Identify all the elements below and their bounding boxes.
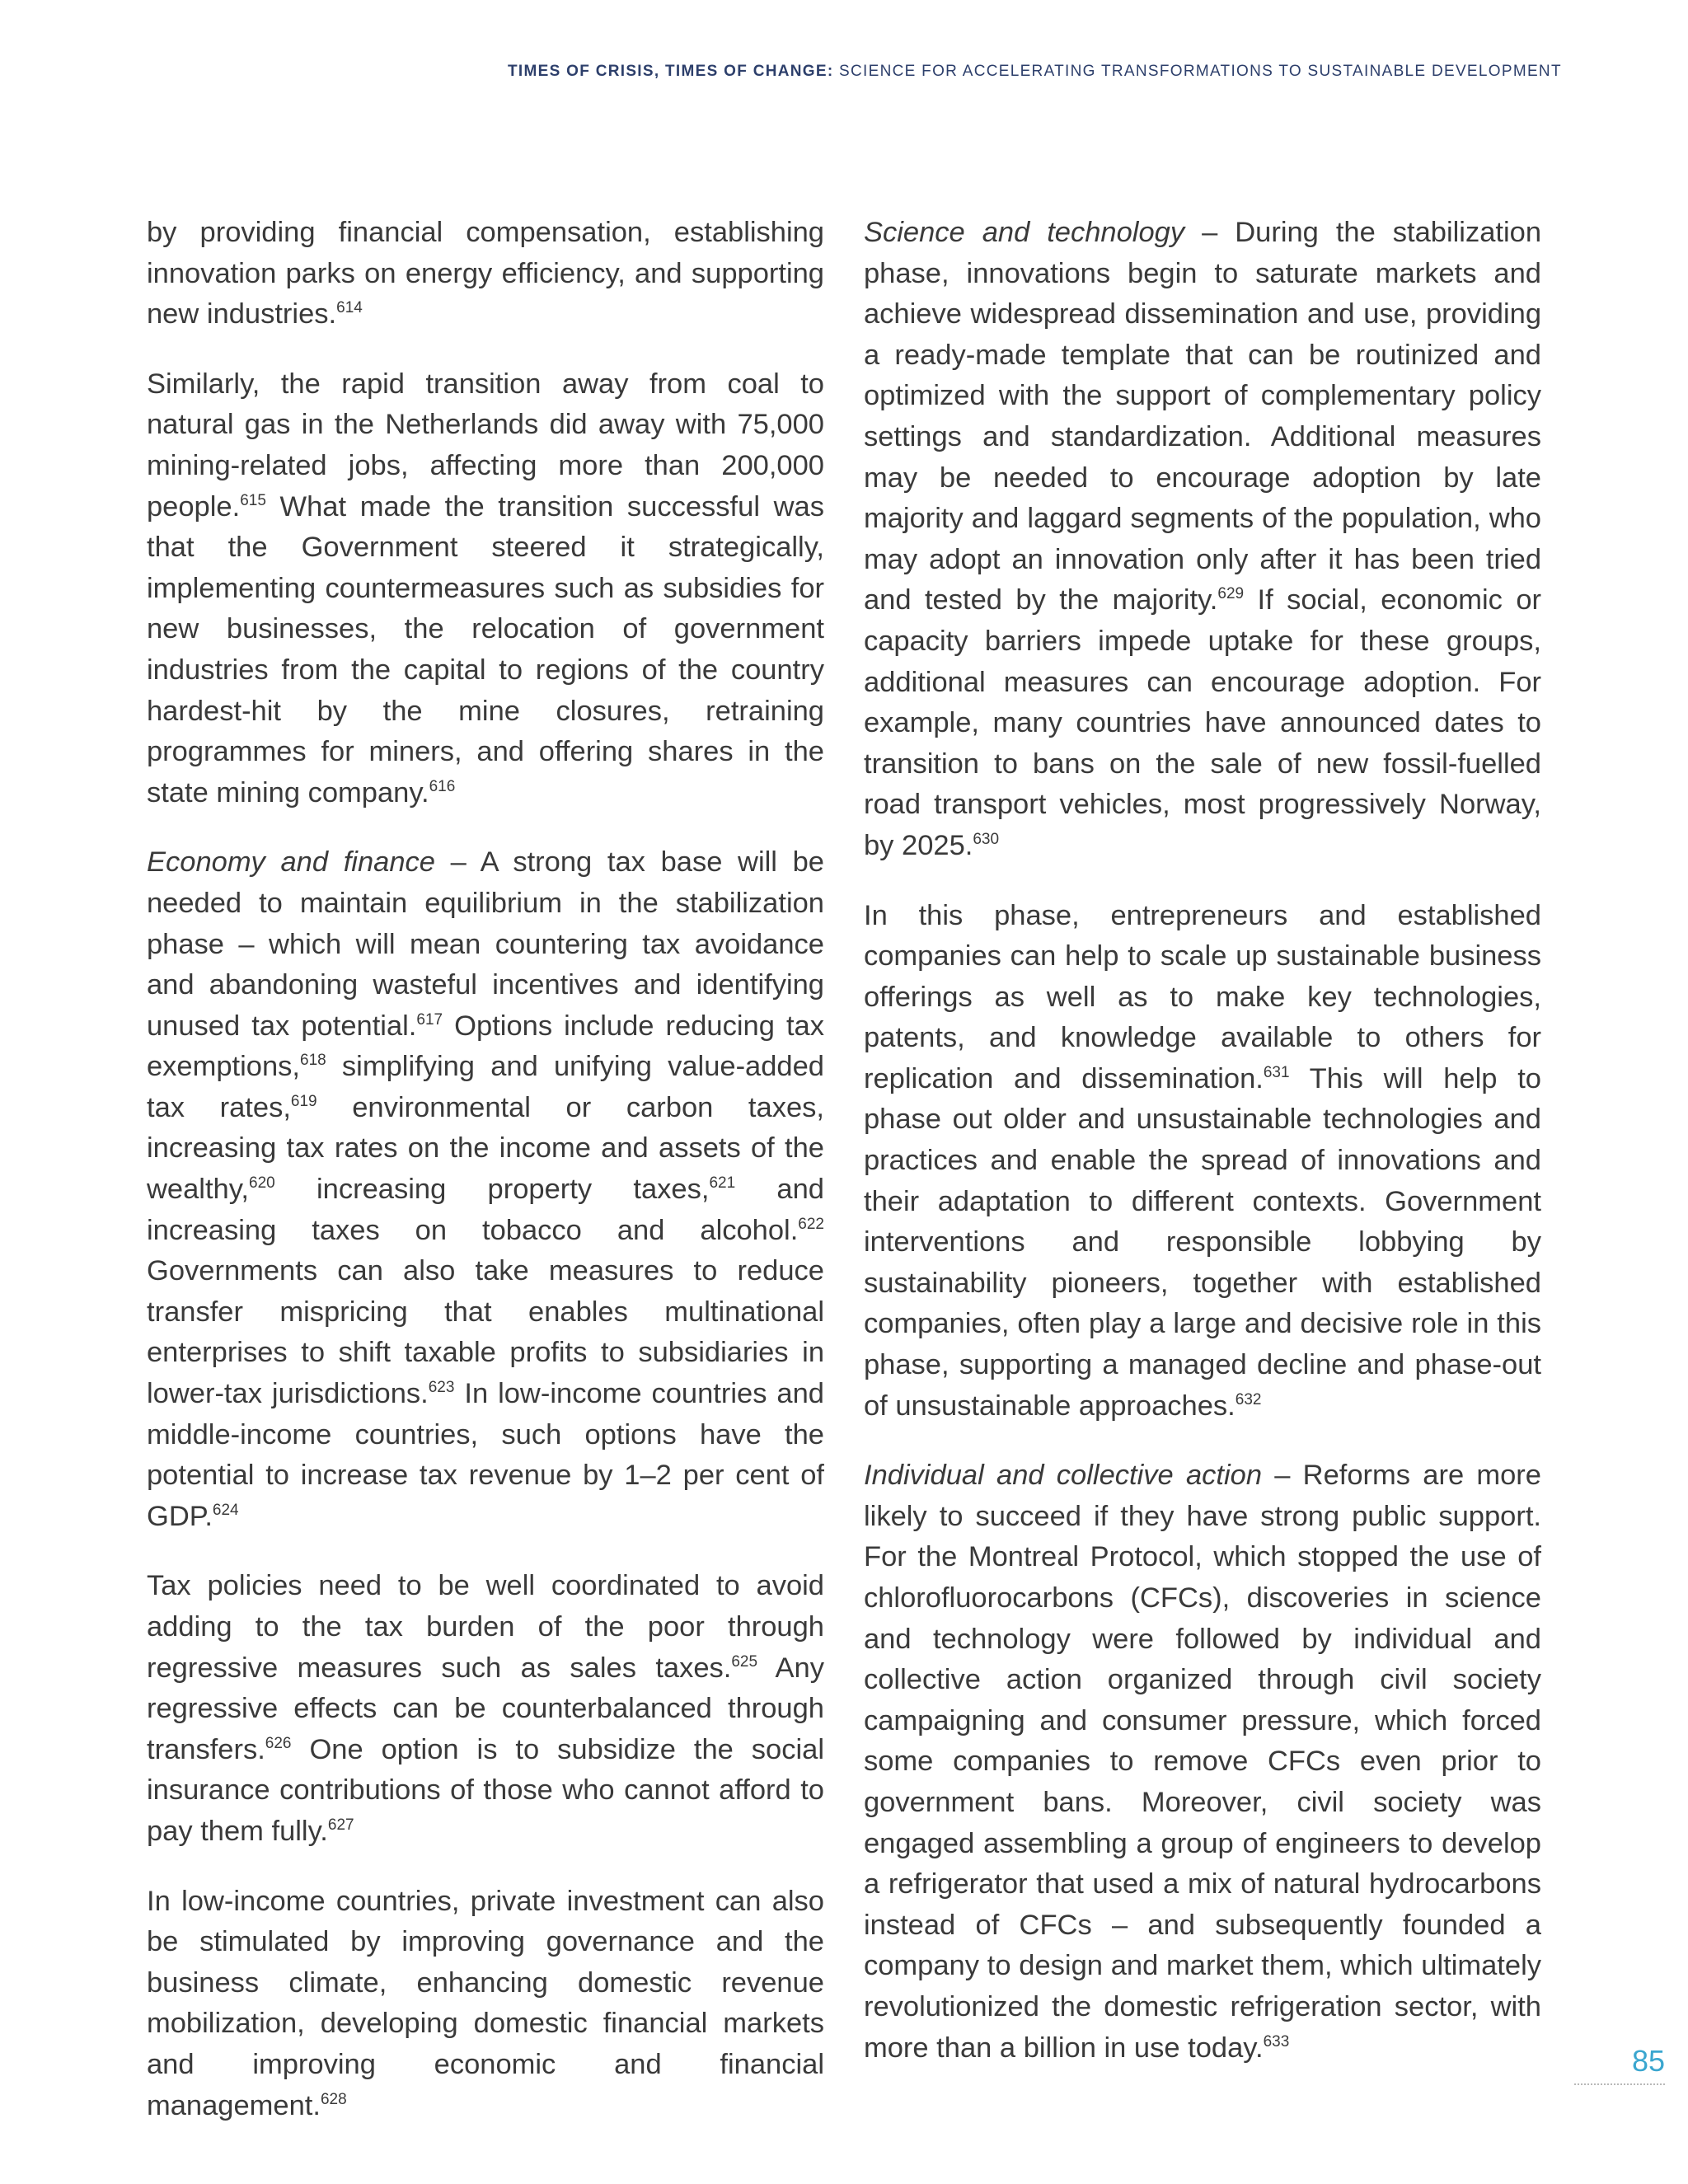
paragraph: Tax policies need to be well coordinated to avoid adding to the tax burden of the poor through regressive measures such as sales taxes.$^{625}$ Any regressive effects can be counterbalanced through transfers.$^{626}$ One option is to subsidize the social insurance contributions of those who cannot afford to pay them fully.$^{627}$ [147, 1570, 824, 1847]
paragraph: by providing financial compensation, establishing innovation parks on energy efficiency, and supporting new industries.$^{614}$ [147, 217, 824, 330]
paragraph-lead: Science and technology [864, 217, 1185, 248]
footnote-ref: 628 [320, 2090, 347, 2108]
paragraph: Individual and collective action – Reforms are more likely to succeed if they have strong public support. For the Montreal Protocol, which stopped the use of chlorofluorocarbons (CFCs), discoveries in science and technology were followed by individual and collective action organized through civil society campaigning and consumer pressure, which forced some companies to remove CFCs even prior to government bans. Moreover, civil society was engaged assembling a group of engineers to develop a refrigerator that used a mix of natural hydrocarbons instead of CFCs – and subsequently founded a company to design and market them, which ultimately revolutionized the domestic refrigeration sector, with more than a billion in use today.$^{633}$ [864, 1460, 1541, 2064]
paragraph: Similarly, the rapid transition away from coal to natural gas in the Netherlands did away with 75,000 mining-related jobs, affecting more than 200,000 people.$^{615}$ What made the transition successful was that the Government steered it strategically, implementing countermeasures such as subsidies for new businesses, the relocation of government industries from the capital to regions of the country hardest-hit by the mine closures, retraining programmes for miners, and offering shares in the state mining company.$^{616}$ [147, 368, 824, 808]
footnote-ref: 631 [1263, 1063, 1290, 1081]
paragraph: In this phase, entrepreneurs and established companies can help to scale up sustainable business offerings as well as to make key technologies, patents, and knowledge available to others for replication and dissemination.$^{631}$ This will help to phase out older and unsustainable technologies and practices and enable the spread of innovations and their adaptation to different contexts. Government interventions and responsible lobbying by sustainability pioneers, together with established companies, often play a large and decisive role in this phase, supporting a managed decline and phase-out of unsustainable approaches.$^{632}$ [864, 899, 1541, 1422]
footnote-ref: 620 [249, 1174, 275, 1193]
footnote-ref: 633 [1263, 2032, 1290, 2050]
footnote-ref: 617 [416, 1010, 443, 1029]
running-header [508, 63, 1562, 81]
page-number: 85 [1574, 2044, 1665, 2085]
footnote-ref: 629 [1217, 585, 1245, 603]
footnote-ref: 621 [709, 1174, 736, 1193]
footnote-ref: 632 [1235, 1390, 1262, 1408]
footnote-ref: 614 [336, 299, 363, 317]
footnote-ref: 623 [428, 1379, 455, 1397]
paragraph: Economy and finance – A strong tax base will be needed to maintain equilibrium in the stabilization phase – which will mean countering tax avoidance and abandoning wasteful incentives and identifying unused tax potential.$^{617}$ Options include reducing tax exemptions,$^{618}$ simplifying and unifying value-added tax rates,$^{619}$ environmental or carbon taxes, increasing tax rates on the income and assets of the wealthy,$^{620}$ increasing property taxes,$^{621}$ and increasing taxes on tobacco and alcohol.$^{622}$ Governments can also take measures to reduce transfer mispricing that enables multinational enterprises to shift taxable profits to subsidiaries in lower-tax jurisdictions.$^{623}$ In low-income countries and middle-income countries, such options have the potential to increase tax revenue by 1–2 per cent of GDP.$^{624}$ [147, 846, 824, 1532]
footnote-ref: 619 [290, 1092, 317, 1110]
running-header-subtitle: SCIENCE FOR ACCELERATING TRANSFORMATIONS TO SUSTAINABLE DEVELOPMENT [833, 63, 1562, 80]
right-column [864, 213, 1541, 2097]
footnote-ref: 626 [265, 1734, 292, 1752]
footnote-ref: 618 [300, 1052, 326, 1070]
footnote-ref: 630 [973, 830, 1000, 848]
footnote-ref: 627 [327, 1816, 354, 1834]
footnote-ref: 624 [212, 1501, 239, 1519]
paragraph: In low-income countries, private investment can also be stimulated by improving governance and the business climate, enhancing domestic revenue mobilization, developing domestic financial markets and improving economic and financial management.$^{628}$ [147, 1885, 824, 2121]
footnote-ref: 616 [429, 777, 456, 795]
running-header-title: TIMES OF CRISIS, TIMES OF CHANGE: [508, 63, 834, 80]
footnote-ref: 625 [731, 1652, 758, 1671]
left-column [147, 213, 824, 2155]
footnote-ref: 615 [240, 491, 266, 509]
footnote-ref: 622 [798, 1215, 824, 1233]
paragraph: Science and technology – During the stabilization phase, innovations begin to saturate markets and achieve widespread dissemination and use, providing a ready-made template that can be routinized and optimized with the support of complementary policy settings and standardization. Additional measures may be needed to encourage adoption by late majority and laggard segments of the population, who may adopt an innovation only after it has been tried and tested by the majority.$^{629}$ If social, economic or capacity barriers impede uptake for these groups, additional measures can encourage adoption. For example, many countries have announced dates to transition to bans on the sale of new fossil-fuelled road transport vehicles, most progressively Norway, by 2025.$^{630}$ [864, 217, 1542, 861]
paragraph-lead: Economy and finance [147, 846, 435, 879]
paragraph-lead: Individual and collective action [864, 1460, 1263, 1492]
